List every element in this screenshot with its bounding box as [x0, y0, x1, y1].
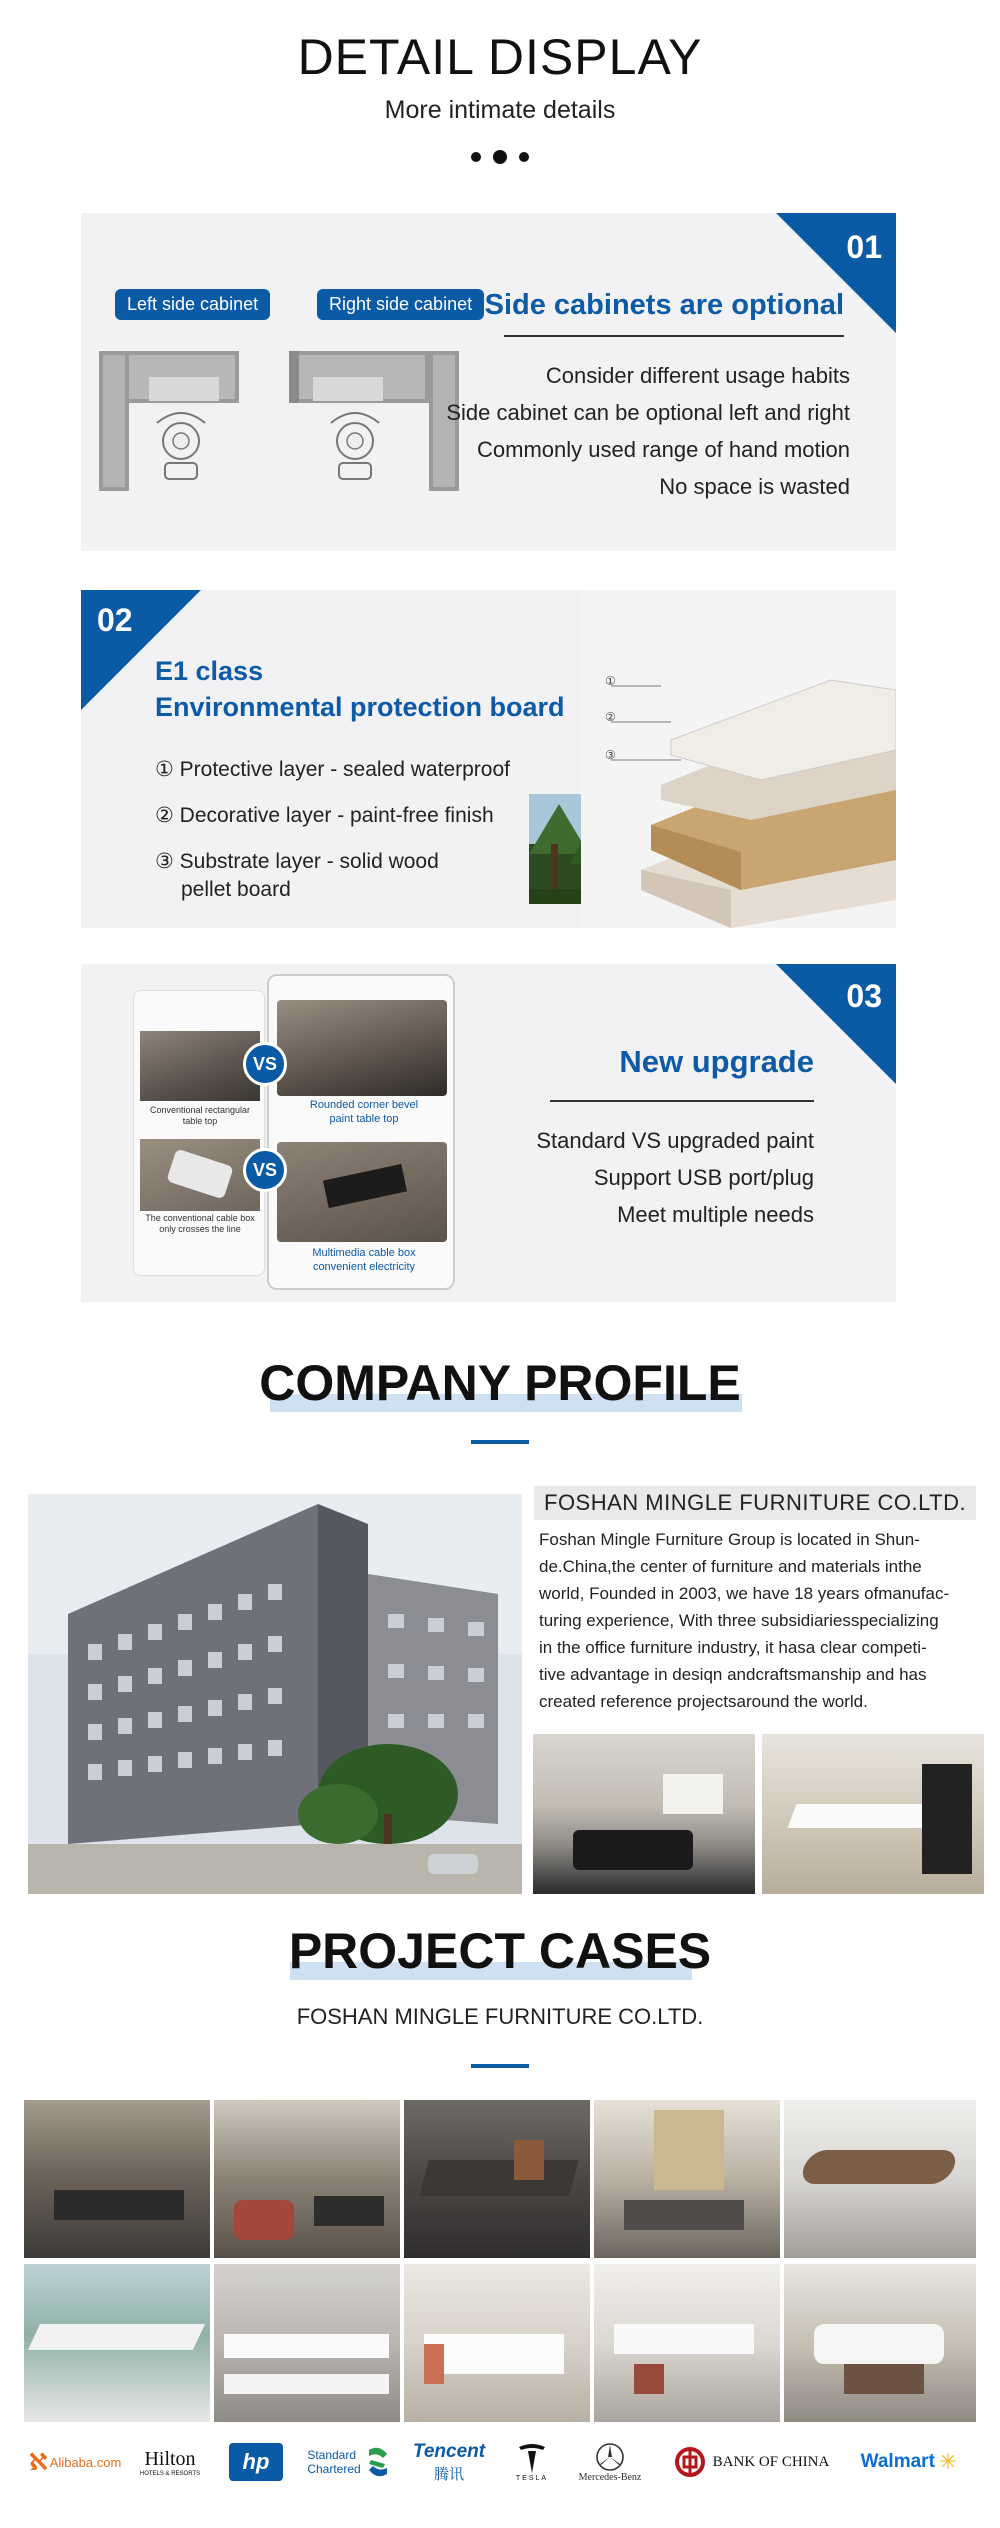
- title-rule: [471, 1440, 529, 1444]
- panel-e1-board: [81, 590, 896, 928]
- panel-number: 02: [97, 602, 133, 638]
- title-rule: [471, 2064, 529, 2068]
- mercedes-logo: [566, 2432, 654, 2492]
- detail-display-title: DETAIL DISPLAY: [297, 29, 703, 85]
- panel1-heading: Side cabinets are optional: [484, 289, 844, 321]
- description-line: Foshan Mingle Furniture Group is located in Shun-: [539, 1530, 920, 1549]
- layer-item: pellet board: [181, 878, 291, 901]
- walmart-logo: [846, 2432, 972, 2492]
- standard-chartered-logo: [298, 2432, 398, 2492]
- chartered-text: Chartered: [307, 2462, 361, 2476]
- dot: [493, 150, 507, 164]
- project-photo: [214, 2264, 400, 2422]
- panel1-lines: [446, 357, 850, 505]
- right-cabinet-label: Right side cabinet: [317, 289, 484, 320]
- standard-text: Standard: [307, 2448, 357, 2462]
- tesla-text: TESLA: [515, 2474, 549, 2482]
- description-line: in the office furniture industry, it hasa clear competi-: [539, 1638, 927, 1657]
- panel-side-cabinets: [81, 213, 896, 551]
- description-line: created reference projectsaround the world.: [539, 1692, 868, 1711]
- media-box-caption: Multimedia cable box convenient electricity: [312, 1247, 416, 1273]
- hilton-subtext: HOTELS & RESORTS: [139, 2470, 201, 2477]
- project-photo: [24, 2264, 210, 2422]
- description-line: world, Founded in 2003, we have 18 years ofmanufac-: [539, 1584, 950, 1603]
- heading-rule: [550, 1100, 814, 1102]
- left-cabinet-label: Left side cabinet: [115, 289, 270, 320]
- dots-divider: [0, 150, 1000, 164]
- walmart-spark-icon: ✳: [938, 2449, 958, 2474]
- conventional-box-caption: The conventional cable box only crosses the line: [145, 1213, 255, 1234]
- panel2-heading-line2: Environmental protection board: [155, 692, 565, 722]
- hilton-text: Hilton: [144, 2447, 196, 2470]
- layer-marker-3: ③: [605, 748, 616, 762]
- project-photo: [404, 2100, 590, 2258]
- company-description: [539, 1526, 979, 1715]
- project-photo: [24, 2100, 210, 2258]
- feature-line: Support USB port/plug: [593, 1165, 814, 1190]
- panel3-lines: [536, 1122, 814, 1233]
- vs-text: VS: [252, 1159, 277, 1180]
- rounded-top-photo: [277, 1000, 447, 1096]
- company-profile-title: COMPANY PROFILE: [259, 1355, 741, 1411]
- hilton-logo: [130, 2432, 210, 2492]
- tencent-text: Tencent: [412, 2440, 486, 2462]
- feature-line: Consider different usage habits: [545, 363, 850, 388]
- conventional-top-caption: Conventional rectangular table top: [149, 1105, 251, 1126]
- mercedes-text: Mercedes-Benz: [578, 2471, 642, 2483]
- heading-rule: [504, 335, 844, 337]
- company-name-label: FOSHAN MINGLE FURNITURE CO.LTD.: [534, 1486, 976, 1520]
- hp-logo: [226, 2432, 286, 2492]
- dark-panel: [922, 1764, 972, 1874]
- desk: [788, 1804, 937, 1828]
- vs-badge: [243, 1042, 287, 1086]
- upgraded-card: [267, 974, 455, 1290]
- project-cases-title: PROJECT CASES: [288, 1923, 712, 1979]
- feature-line: Meet multiple needs: [617, 1202, 814, 1227]
- sofa: [573, 1830, 693, 1870]
- panel3-heading: New upgrade: [619, 1044, 814, 1079]
- project-photo: [594, 2264, 780, 2422]
- standard-chartered-icon: [367, 2446, 389, 2478]
- description-line: turing experience, With three subsidiariesspecializing: [539, 1611, 939, 1630]
- feature-line: Standard VS upgraded paint: [536, 1128, 814, 1153]
- project-photo: [214, 2100, 400, 2258]
- feature-line: No space is wasted: [659, 474, 850, 499]
- showroom-photo-2: [762, 1734, 984, 1894]
- desk-illustration: [99, 351, 479, 511]
- project-photo: [784, 2100, 976, 2258]
- project-photo: [594, 2100, 780, 2258]
- alibaba-logo: ℵ Alibaba.com: [28, 2448, 122, 2476]
- layer-item: ③ Substrate layer - solid wood: [155, 850, 439, 873]
- tesla-logo: [504, 2432, 560, 2492]
- description-line: tive advantage in desiqn andcraftsmanship and has: [539, 1665, 927, 1684]
- bank-of-china-icon: [675, 2447, 705, 2477]
- layer-item: ② Decorative layer - paint-free finish: [155, 804, 494, 827]
- panel-number: 01: [846, 229, 882, 265]
- dot: [471, 152, 481, 162]
- conventional-card: [133, 990, 265, 1276]
- layer-marker-1: ①: [605, 674, 616, 688]
- bank-of-china-text: BANK OF CHINA: [712, 2453, 830, 2470]
- walmart-text: Walmart: [860, 2451, 935, 2472]
- showroom-photo-1: [533, 1734, 755, 1894]
- project-cases-subtitle: FOSHAN MINGLE FURNITURE CO.LTD.: [296, 2004, 704, 2029]
- alibaba-text: Alibaba.com: [49, 2454, 122, 2470]
- bank-of-china-logo: [664, 2432, 840, 2492]
- layer-list: [155, 756, 510, 904]
- feature-line: Commonly used range of hand motion: [477, 437, 850, 462]
- panel2-heading-line1: E1 class: [155, 656, 264, 686]
- layer-item: ① Protective layer - sealed waterproof: [155, 758, 510, 781]
- shelf: [663, 1774, 723, 1814]
- tesla-icon: [517, 2443, 547, 2475]
- project-photo: [784, 2264, 976, 2422]
- tencent-logo: [404, 2432, 494, 2492]
- panel-number: 03: [846, 978, 882, 1014]
- description-line: de.China,the center of furniture and materials inthe: [539, 1557, 922, 1576]
- panel-new-upgrade: [81, 964, 896, 1302]
- layer-marker-2: ②: [605, 710, 616, 724]
- detail-display-subtitle: More intimate details: [384, 96, 616, 124]
- feature-line: Side cabinet can be optional left and right: [446, 400, 850, 425]
- dot: [519, 152, 529, 162]
- project-photo: [404, 2264, 590, 2422]
- vs-text: VS: [252, 1053, 277, 1074]
- vs-badge: [243, 1148, 287, 1192]
- building-photo: [28, 1494, 522, 1894]
- mercedes-star-icon: [595, 2442, 625, 2472]
- conventional-top-photo: [140, 1031, 260, 1101]
- rounded-top-caption: Rounded corner bevel paint table top: [309, 1099, 419, 1125]
- hp-text: hp: [242, 2449, 270, 2474]
- board-layers-illustration: [581, 590, 896, 928]
- tencent-cn-text: 腾讯: [433, 2464, 464, 2483]
